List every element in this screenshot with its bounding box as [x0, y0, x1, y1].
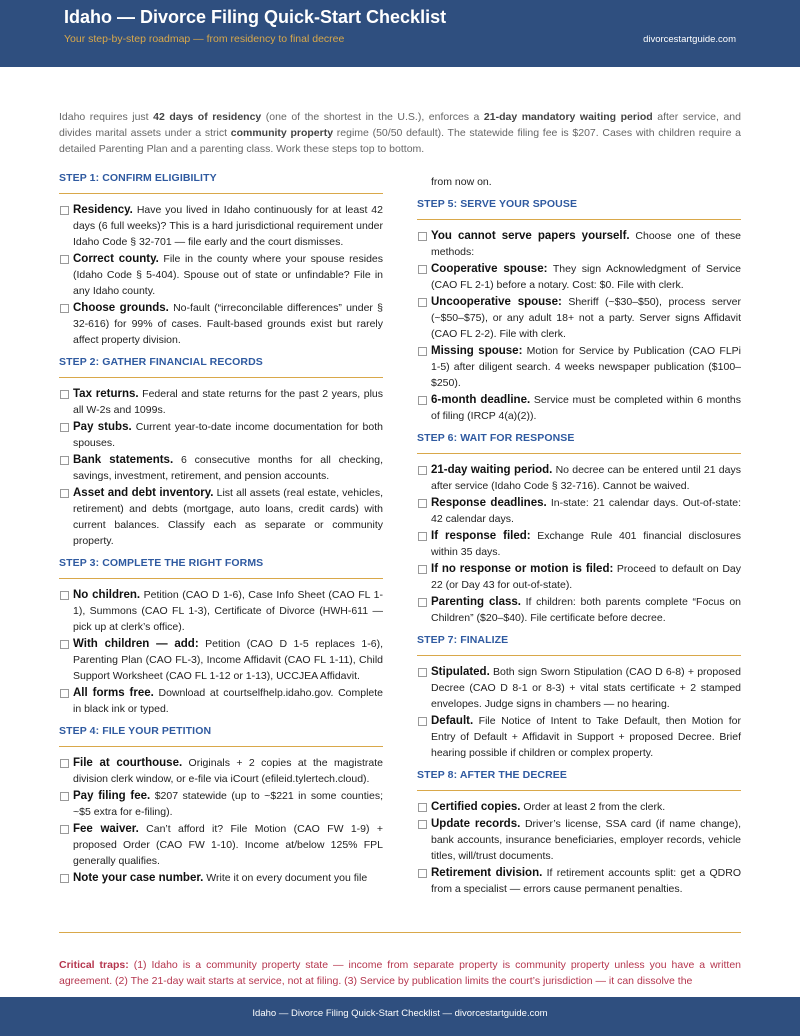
item-text: 6 consecutive months for all checking, savings, investment, retirement, and pension accounts. — [73, 454, 384, 482]
checklist-item — [59, 870, 383, 886]
item-lead: 21-day waiting period. — [431, 464, 553, 476]
page-subtitle: Your step-by-step roadmap — from residency to final decree — [64, 33, 345, 45]
checklist-item — [59, 788, 383, 820]
item-lead: Tax returns. — [73, 388, 139, 400]
item-lead: Stipulated. — [431, 666, 490, 678]
step-7 — [417, 632, 741, 761]
item-text: Service must be completed within 6 months of filing (IRCP 4(a)(2)). — [431, 394, 741, 422]
checklist-item — [59, 202, 383, 250]
item-text: Motion for Service by Publication (CAO FLPi 1-5) after diligent search. 4 weeks newspaper publication ($100–$250). — [431, 345, 741, 389]
section-divider — [59, 932, 741, 933]
step-2-title: STEP 2: GATHER FINANCIAL RECORDS — [59, 354, 383, 378]
step-6 — [417, 430, 741, 626]
critical-traps — [59, 957, 741, 989]
intro-paragraph — [59, 109, 741, 157]
checkbox[interactable] — [418, 820, 427, 829]
item-text: Current year-to-date income documentation for both spouses. — [73, 421, 383, 449]
item-lead: Response deadlines. — [431, 497, 547, 509]
checklist-item — [417, 228, 741, 260]
intro-text: (one of the shortest in the U.S.), enforces a — [261, 111, 484, 123]
item-text: In-state: 21 calendar days. Out-of-state: 42 calendar days. — [431, 497, 741, 525]
item-lead: No children. — [73, 589, 141, 601]
footer-text: Idaho — Divorce Filing Quick-Start Checklist — divorcestartguide.com — [252, 1008, 548, 1019]
page-footer — [0, 997, 800, 1036]
item-lead: Parenting class. — [431, 596, 521, 608]
item-text: Have you lived in Idaho continuously for at least 42 days (6 full weeks)? This is a hard jurisdictional requirement under Idaho Code § 32-701 — file early and the court dismisses. — [73, 204, 383, 248]
checklist-item — [417, 528, 741, 560]
item-lead: Fee waiver. — [73, 823, 139, 835]
checklist-item — [59, 755, 383, 787]
intro-text: regime (50/50 default). The statewide filing fee is $207. Cases with children require a detailed Parenting Plan and a parenting class. Work these steps top to bottom. — [59, 127, 742, 155]
item-text: If retirement accounts split: get a QDRO from a specialist — errors cause permanent penalties. — [431, 867, 741, 895]
checkbox[interactable] — [60, 255, 69, 264]
checklist-item — [417, 495, 741, 527]
step-6-title: STEP 6: WAIT FOR RESPONSE — [417, 430, 741, 454]
checkbox[interactable] — [60, 591, 69, 600]
step-1-title: STEP 1: CONFIRM ELIGIBILITY — [59, 170, 383, 194]
item-text: File Notice of Intent to Take Default, then Motion for Entry of Default + Affidavit in Support + proposed Decree. Brief hearing possible if children or complex property. — [431, 715, 741, 759]
step-3-title: STEP 3: COMPLETE THE RIGHT FORMS — [59, 555, 383, 579]
step-2 — [59, 354, 383, 549]
item-text: Sheriff (~$30–$50), process server (~$50–$75), or any adult 18+ not a party. Server signs Affidavit (CAO FL 2-2). File with clerk. — [431, 296, 741, 340]
traps-label: Critical traps: — [59, 959, 129, 971]
checkbox[interactable] — [418, 717, 427, 726]
item-text: Both sign Sworn Stipulation (CAO D 6-8) + proposed Decree (CAO D 8-1 or 8-3) + vital stats certificate + 2 stamped envelopes. Judge signs in chambers — no hearing. — [431, 666, 741, 710]
item-lead: 6-month deadline. — [431, 394, 531, 406]
checklist-item — [417, 713, 741, 761]
step-3 — [59, 555, 383, 717]
checklist-item — [417, 261, 741, 293]
step-4-title: STEP 4: FILE YOUR PETITION — [59, 723, 383, 747]
checkbox[interactable] — [60, 390, 69, 399]
step-8 — [417, 767, 741, 897]
item-lead: With children — add: — [73, 638, 199, 650]
item-text: List all assets (real estate, vehicles, retirement) and debts (mortgage, auto loans, credit cards) with current balances. Classify each as separate or community property. — [73, 487, 383, 547]
item-lead: All forms free. — [73, 687, 154, 699]
checklist-item — [59, 452, 383, 484]
checkbox[interactable] — [60, 874, 69, 883]
item-lead: If no response or motion is filed: — [431, 563, 614, 575]
right-column — [417, 174, 741, 903]
item-text: No-fault (“irreconcilable differences” under § 32-616) for 99% of cases. Fault-based grounds exist but rarely affect property division. — [73, 302, 383, 346]
checkbox[interactable] — [418, 668, 427, 677]
page-title: Idaho — Divorce Filing Quick-Start Checklist — [64, 7, 447, 27]
checklist-item — [417, 865, 741, 897]
item-lead: Note your case number. — [73, 872, 204, 884]
item-text: Driver’s license, SSA card (if name change), bank accounts, insurance beneficiaries, employer records, vehicle titles, will/trust documents. — [431, 818, 741, 862]
item-lead: Pay filing fee. — [73, 790, 151, 802]
checkbox[interactable] — [60, 792, 69, 801]
intro-highlight: community property — [230, 127, 334, 139]
checklist-item — [417, 392, 741, 424]
checkbox[interactable] — [418, 265, 427, 274]
checkbox[interactable] — [418, 396, 427, 405]
checklist-item — [59, 636, 383, 684]
checkbox[interactable] — [60, 825, 69, 834]
checkbox[interactable] — [418, 347, 427, 356]
checklist-item — [59, 821, 383, 869]
item-lead: You cannot serve papers yourself. — [431, 230, 630, 242]
item-lead: Pay stubs. — [73, 421, 132, 433]
item-text: Originals + 2 copies at the magistrate division clerk window, or e-file via iCourt (efileid.tylertech.cloud). — [73, 757, 383, 785]
checkbox[interactable] — [418, 466, 427, 475]
item-lead: Asset and debt inventory. — [73, 487, 214, 499]
checklist-item — [417, 462, 741, 494]
item-text: Exchange Rule 401 financial disclosures within 35 days. — [431, 530, 741, 558]
step-1 — [59, 170, 383, 348]
checklist-item — [59, 685, 383, 717]
item-text: Choose one of these methods: — [431, 230, 741, 258]
item-lead: If response filed: — [431, 530, 531, 542]
site-name: divorcestartguide.com — [643, 34, 736, 45]
item-text: Petition (CAO D 1-5 replaces 1-6), Parenting Plan (CAO FL-3), Income Affidavit (CAO FL 1-11), Child Support Worksheet (CAO FL 1-12 or 1-13), UCCJEA Affidavit. — [73, 638, 383, 682]
checklist-item — [59, 300, 383, 348]
intro-text: after service, and divides marital assets under a strict — [59, 111, 741, 139]
checkbox[interactable] — [418, 232, 427, 241]
item-text: Proceed to default on Day 22 (or Day 43 for out-of-state). — [431, 563, 741, 591]
step-7-title: STEP 7: FINALIZE — [417, 632, 741, 656]
item-text: Order at least 2 from the clerk. — [520, 801, 666, 813]
checklist-item — [59, 251, 383, 299]
checkbox[interactable] — [418, 565, 427, 574]
checkbox[interactable] — [418, 803, 427, 812]
item-lead: Missing spouse: — [431, 345, 523, 357]
checkbox[interactable] — [60, 206, 69, 215]
checkbox[interactable] — [418, 598, 427, 607]
item-text: Federal and state returns for the past 2 years, plus all W-2s and 1099s. — [73, 388, 383, 416]
checklist-item — [59, 587, 383, 635]
checklist-item — [417, 799, 741, 815]
checklist-item — [59, 386, 383, 418]
checkbox[interactable] — [60, 456, 69, 465]
checklist-item — [417, 561, 741, 593]
item-lead: Correct county. — [73, 253, 159, 265]
checkbox[interactable] — [60, 489, 69, 498]
item-lead: Update records. — [431, 818, 521, 830]
traps-text: (1) Idaho is a community property state — income from separate property is community property unless you have a written agreement. (2) The 21-day wait starts at service, not at filing. (3) Service by publication limits the court’s jurisdiction — it can dissolve the — [59, 959, 741, 987]
item-lead: Choose grounds. — [73, 302, 169, 314]
step-5-title: STEP 5: SERVE YOUR SPOUSE — [417, 196, 741, 220]
item-lead: Retirement division. — [431, 867, 543, 879]
item-lead: Default. — [431, 715, 474, 727]
checklist-item — [417, 664, 741, 712]
step-5 — [417, 196, 741, 424]
checkbox[interactable] — [60, 640, 69, 649]
checklist-item — [417, 816, 741, 864]
checkbox[interactable] — [418, 869, 427, 878]
checklist-item — [59, 485, 383, 549]
checkbox[interactable] — [418, 532, 427, 541]
item-text: Download at courtselfhelp.idaho.gov. Complete in black ink or typed. — [73, 687, 384, 715]
item-text: If children: both parents complete “Focus on Children” ($20–$40). File certificate before decree. — [431, 596, 741, 624]
intro-text: Idaho requires just — [59, 111, 154, 123]
intro-highlight: 42 days of residency — [153, 111, 262, 123]
checklist-item — [417, 294, 741, 342]
item-text: Petition (CAO D 1-6), Case Info Sheet (CAO FL 1-1), Summons (CAO FL 1-3), Certificate of Divorce (HWH-611 — pick up at clerk’s office). — [73, 589, 383, 633]
item-text: No decree can be entered until 21 days after service (Idaho Code § 32-716). Cannot be waived. — [431, 464, 741, 492]
item-text: File in the county where your spouse resides (Idaho Code § 5-404). Spouse out of state or unfindable? File in any Idaho county. — [73, 253, 383, 297]
step-4 — [59, 723, 383, 886]
left-column — [59, 170, 383, 892]
item-lead: Certified copies. — [431, 801, 521, 813]
item-text: Write it on every document you file — [203, 872, 368, 884]
item-lead: Cooperative spouse: — [431, 263, 548, 275]
checklist-item — [417, 594, 741, 626]
item-lead: Residency. — [73, 204, 133, 216]
intro-highlight: 21-day mandatory waiting period — [483, 111, 653, 123]
checklist-item — [59, 419, 383, 451]
page-header — [0, 0, 800, 67]
checkbox[interactable] — [60, 759, 69, 768]
step-4-continuation: from now on. — [431, 176, 492, 188]
step-8-title: STEP 8: AFTER THE DECREE — [417, 767, 741, 791]
item-lead: File at courthouse. — [73, 757, 183, 769]
item-text: They sign Acknowledgment of Service (CAO FL 2-1) before a notary. Cost: $0. File with clerk. — [431, 263, 741, 291]
item-text: $207 statewide (up to ~$221 in some counties; ~$5 extra for e-filing). — [73, 790, 383, 818]
item-text: Can’t afford it? File Motion (CAO FW 1-9) + proposed Order (CAO FW 1-10). Income at/below 125% FPL generally qualifies. — [73, 823, 383, 867]
checklist-item — [417, 343, 741, 391]
checkbox[interactable] — [60, 689, 69, 698]
item-lead: Uncooperative spouse: — [431, 296, 562, 308]
item-lead: Bank statements. — [73, 454, 174, 466]
checkbox[interactable] — [418, 298, 427, 307]
checkbox[interactable] — [60, 304, 69, 313]
checkbox[interactable] — [60, 423, 69, 432]
checkbox[interactable] — [418, 499, 427, 508]
